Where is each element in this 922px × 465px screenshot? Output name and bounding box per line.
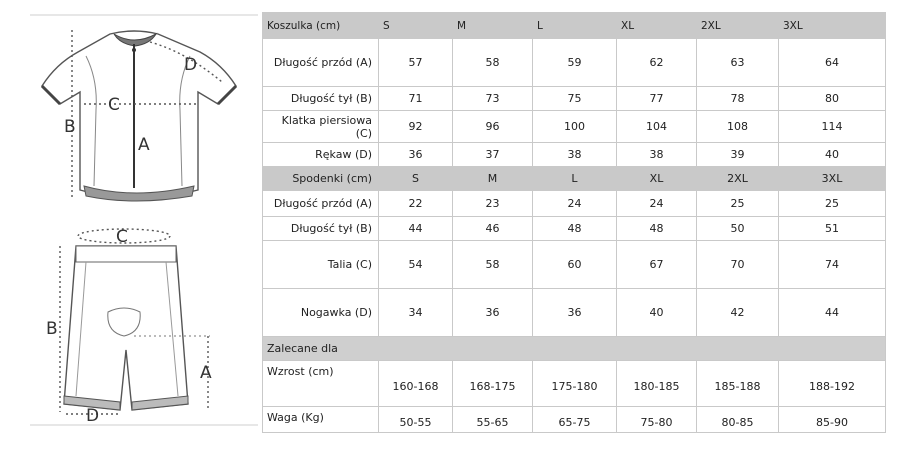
table-cell: 50-55 bbox=[379, 407, 453, 433]
size-header-xl: XL bbox=[617, 13, 697, 39]
table-cell: 58 bbox=[453, 241, 533, 289]
table-row bbox=[263, 361, 886, 407]
table-cell: 160-168 bbox=[379, 361, 453, 407]
shorts-drawing bbox=[46, 227, 212, 426]
row-label: Długość tył (B) bbox=[263, 87, 379, 111]
table-cell: 50 bbox=[697, 217, 779, 241]
table-cell: 80-85 bbox=[697, 407, 779, 433]
shorts-header-row bbox=[263, 167, 886, 191]
jersey-letter-b: B bbox=[64, 117, 76, 137]
row-label: Rękaw (D) bbox=[263, 143, 379, 167]
table-cell: 34 bbox=[379, 289, 453, 337]
recommended-header-row bbox=[263, 337, 886, 361]
row-label: Waga (Kg) bbox=[263, 407, 379, 433]
table-cell: 78 bbox=[697, 87, 779, 111]
size-header-m: M bbox=[453, 167, 533, 191]
size-header-s: S bbox=[379, 167, 453, 191]
row-label: Talia (C) bbox=[263, 241, 379, 289]
table-cell: 23 bbox=[453, 191, 533, 217]
garment-illustration bbox=[0, 0, 262, 465]
table-cell: 39 bbox=[697, 143, 779, 167]
table-cell: 22 bbox=[379, 191, 453, 217]
table-cell: 55-65 bbox=[453, 407, 533, 433]
table-cell: 24 bbox=[533, 191, 617, 217]
size-header-2xl: 2XL bbox=[697, 13, 779, 39]
table-cell: 168-175 bbox=[453, 361, 533, 407]
table-cell: 36 bbox=[453, 289, 533, 337]
table-cell: 180-185 bbox=[617, 361, 697, 407]
jersey-header-label: Koszulka (cm) bbox=[263, 13, 379, 39]
table-cell: 48 bbox=[617, 217, 697, 241]
table-cell: 63 bbox=[697, 39, 779, 87]
row-label: Długość przód (A) bbox=[263, 191, 379, 217]
table-cell: 73 bbox=[453, 87, 533, 111]
table-cell: 44 bbox=[379, 217, 453, 241]
row-label: Nogawka (D) bbox=[263, 289, 379, 337]
shorts-header-label: Spodenki (cm) bbox=[263, 167, 379, 191]
row-label: Wzrost (cm) bbox=[263, 361, 379, 407]
table-cell: 85-90 bbox=[779, 407, 886, 433]
table-cell: 44 bbox=[779, 289, 886, 337]
table-cell: 36 bbox=[379, 143, 453, 167]
table-cell: 75 bbox=[533, 87, 617, 111]
shorts-letter-d: D bbox=[86, 406, 100, 426]
row-label: Długość tył (B) bbox=[263, 217, 379, 241]
table-cell: 70 bbox=[697, 241, 779, 289]
table-cell: 40 bbox=[617, 289, 697, 337]
size-header-m: M bbox=[453, 13, 533, 39]
table-cell: 36 bbox=[533, 289, 617, 337]
table-cell: 25 bbox=[697, 191, 779, 217]
garment-diagram bbox=[0, 0, 262, 465]
table-cell: 59 bbox=[533, 39, 617, 87]
table-cell: 40 bbox=[779, 143, 886, 167]
table-row bbox=[263, 217, 886, 241]
table-cell: 74 bbox=[779, 241, 886, 289]
table-cell: 100 bbox=[533, 111, 617, 143]
table-cell: 42 bbox=[697, 289, 779, 337]
jersey-drawing bbox=[42, 30, 236, 201]
size-header-3xl: 3XL bbox=[779, 167, 886, 191]
table-row bbox=[263, 241, 886, 289]
table-cell: 175-180 bbox=[533, 361, 617, 407]
table-cell: 75-80 bbox=[617, 407, 697, 433]
size-header-xl: XL bbox=[617, 167, 697, 191]
jersey-letter-d: D bbox=[184, 55, 198, 75]
table-cell: 114 bbox=[779, 111, 886, 143]
shorts-letter-a: A bbox=[200, 363, 212, 383]
size-chart-table bbox=[262, 12, 886, 433]
table-row bbox=[263, 289, 886, 337]
table-row bbox=[263, 87, 886, 111]
table-cell: 54 bbox=[379, 241, 453, 289]
table-row bbox=[263, 111, 886, 143]
table-cell: 57 bbox=[379, 39, 453, 87]
recommended-label: Zalecane dla bbox=[263, 337, 886, 361]
size-header-l: L bbox=[533, 167, 617, 191]
jersey-letter-c: C bbox=[108, 95, 120, 115]
table-cell: 60 bbox=[533, 241, 617, 289]
size-header-l: L bbox=[533, 13, 617, 39]
table-row bbox=[263, 191, 886, 217]
row-label: Klatka piersiowa (C) bbox=[263, 111, 379, 143]
table-cell: 46 bbox=[453, 217, 533, 241]
table-cell: 38 bbox=[533, 143, 617, 167]
table-cell: 25 bbox=[779, 191, 886, 217]
table-cell: 80 bbox=[779, 87, 886, 111]
size-header-s: S bbox=[379, 13, 453, 39]
table-cell: 62 bbox=[617, 39, 697, 87]
table-cell: 92 bbox=[379, 111, 453, 143]
table-cell: 188-192 bbox=[779, 361, 886, 407]
table-row bbox=[263, 39, 886, 87]
table-cell: 48 bbox=[533, 217, 617, 241]
table-cell: 67 bbox=[617, 241, 697, 289]
row-label: Długość przód (A) bbox=[263, 39, 379, 87]
jersey-header-row bbox=[263, 13, 886, 39]
table-cell: 104 bbox=[617, 111, 697, 143]
table-cell: 71 bbox=[379, 87, 453, 111]
table-row bbox=[263, 407, 886, 433]
size-header-3xl: 3XL bbox=[779, 13, 886, 39]
shorts-letter-c: C bbox=[116, 227, 128, 247]
jersey-letter-a: A bbox=[138, 135, 150, 155]
table-row bbox=[263, 143, 886, 167]
size-header-2xl: 2XL bbox=[697, 167, 779, 191]
table-cell: 24 bbox=[617, 191, 697, 217]
table-cell: 38 bbox=[617, 143, 697, 167]
table-cell: 108 bbox=[697, 111, 779, 143]
table-cell: 65-75 bbox=[533, 407, 617, 433]
table-cell: 96 bbox=[453, 111, 533, 143]
table-cell: 77 bbox=[617, 87, 697, 111]
table-cell: 58 bbox=[453, 39, 533, 87]
table-cell: 64 bbox=[779, 39, 886, 87]
table-cell: 185-188 bbox=[697, 361, 779, 407]
shorts-letter-b: B bbox=[46, 319, 58, 339]
table-cell: 37 bbox=[453, 143, 533, 167]
table-cell: 51 bbox=[779, 217, 886, 241]
